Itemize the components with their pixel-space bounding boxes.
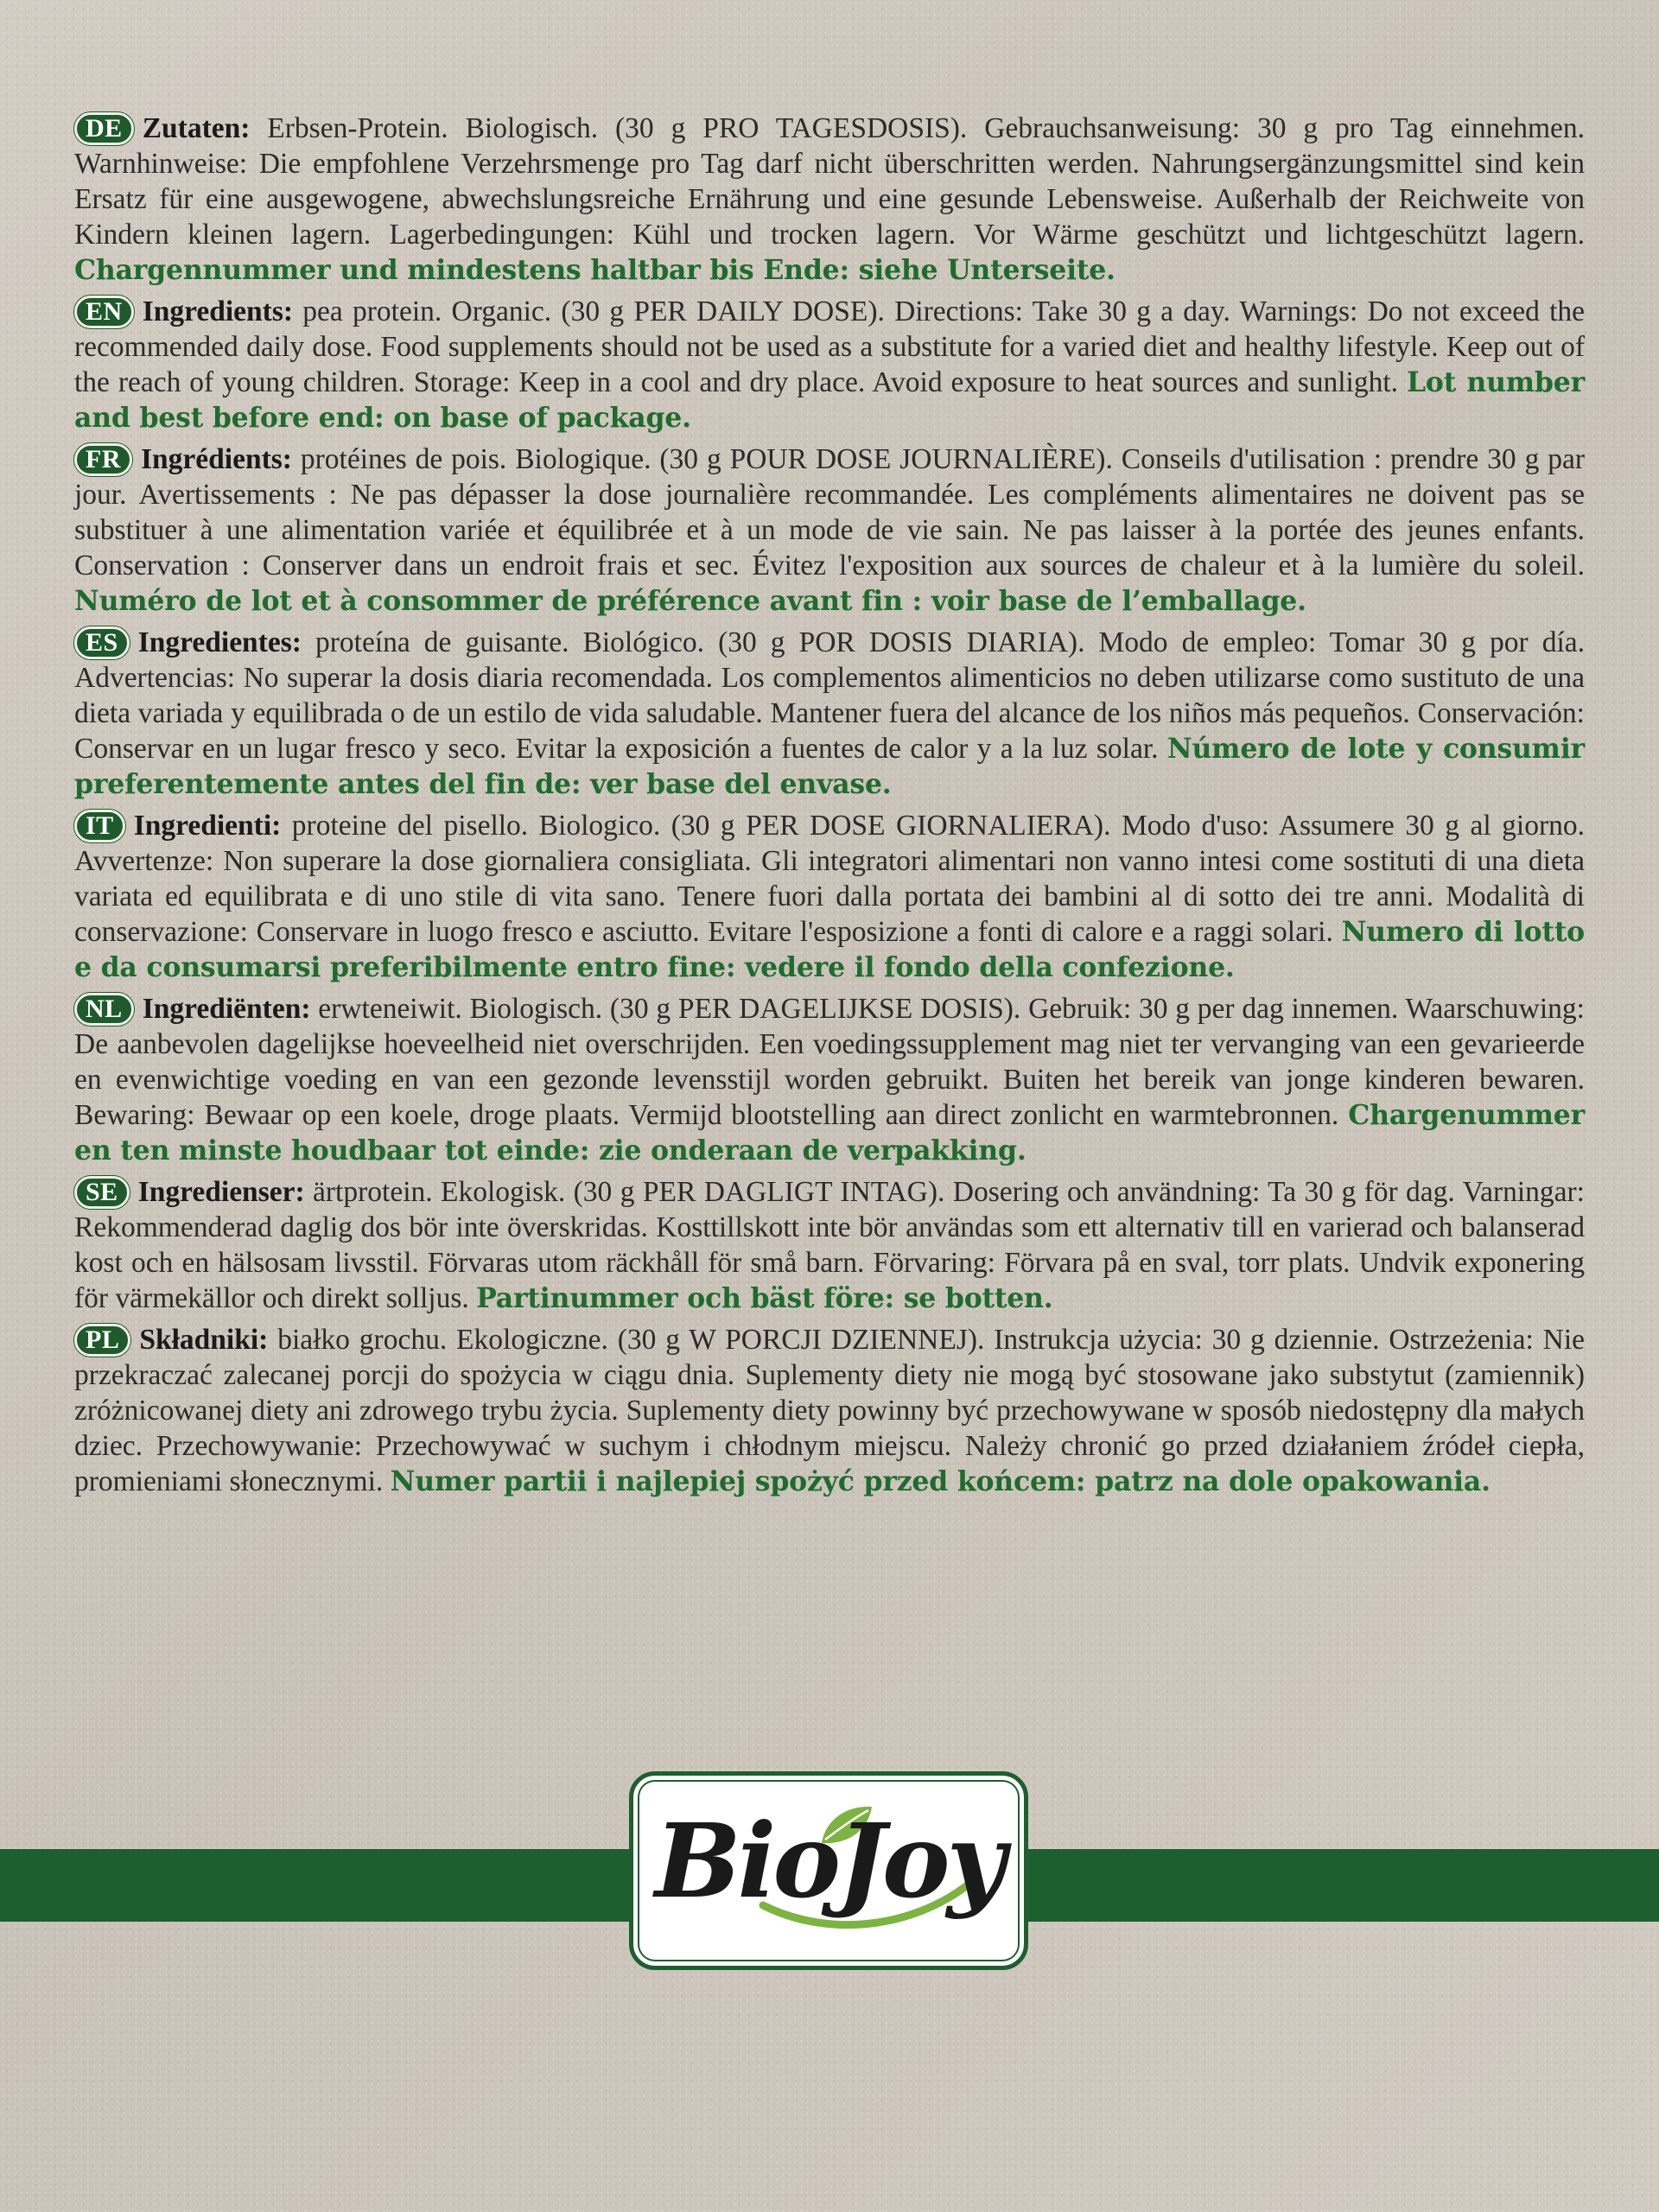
lot-info-nl: Chargenummer en ten minste houdbaar tot einde: zie onderaan de verpakking. bbox=[74, 1099, 1585, 1166]
logo-wordmark: BioJoy bbox=[654, 1801, 1003, 1921]
language-badge-fr: FR bbox=[74, 443, 132, 476]
lot-info-es: Número de lote y consumir preferentemente antes del fin de: ver base del envase. bbox=[74, 733, 1585, 800]
section-fr bbox=[74, 442, 1585, 619]
section-label-en: Ingredients: bbox=[142, 296, 294, 327]
lot-info-de: Chargennummer und mindestens haltbar bis Ende: siehe Unterseite. bbox=[74, 254, 1116, 286]
language-badge-es: ES bbox=[74, 626, 130, 659]
language-badge-de: DE bbox=[74, 112, 134, 145]
section-text-fr: protéines de pois. Biologique. (30 g POUR DOSE JOURNALIÈRE). Conseils d'utilisation : prendre 30 g par jour. Avertissements : Ne pas dépasser la dose journalière recommandée. Les compléments alimentaires ne doivent pas se substituer à une alimentation variée et équilibrée et à un mode de vie sain. Ne pas laisser à la portée des jeunes enfants. Conservation : Conserver dans un endroit frais et sec. Évitez l'exposition aux sources de chaleur et à la lumière du soleil. bbox=[74, 443, 1585, 582]
language-badge-nl: NL bbox=[74, 993, 134, 1026]
lot-info-it: Numero di lotto e da consumarsi preferibilmente entro fine: vedere il fondo della confezione. bbox=[74, 916, 1585, 983]
section-label-se: Ingredienser: bbox=[137, 1176, 305, 1208]
lot-info-fr: Numéro de lot et à consommer de préférence avant fin : voir base de l’emballage. bbox=[74, 585, 1306, 617]
section-label-es: Ingredientes: bbox=[137, 626, 302, 658]
language-badge-se: SE bbox=[74, 1176, 130, 1209]
section-label-nl: Ingrediënten: bbox=[142, 993, 311, 1025]
language-badge-pl: PL bbox=[74, 1324, 130, 1357]
section-text-se: ärtprotein. Ekologisk. (30 g PER DAGLIGT INTAG). Dosering och användning: Ta 30 g för dag. Varningar: Rekommenderad daglig dos bör inte överskridas. Kosttillskott inte bör användas som ett alternativ till en varierad och balanserad kost och en hälsosam livsstil. Förvaras utom räckhåll för små barn. Förvaring: Förvara på en sval, torr plats. Undvik exponering för värmekällor och direkt solljus. bbox=[74, 1176, 1585, 1314]
section-es bbox=[74, 625, 1585, 802]
section-en bbox=[74, 294, 1585, 435]
section-de bbox=[74, 111, 1585, 288]
section-text-pl: białko grochu. Ekologiczne. (30 g W PORCJI DZIENNEJ). Instrukcja użycia: 30 g dziennie. Ostrzeżenia: Nie przekraczać zalecanej porcji do spożycia w ciągu dnia. Suplementy diety nie mogą być stosowane jako substytut (zamiennik) zróżnicowanej diety ani zdrowego trybu życia. Suplementy diety powinny być przechowywane w sposób niedostępny dla małych dziec. Przechowywanie: Przechowywać w suchym i chłodnym miejscu. Należy chronić go przed działaniem źródeł ciepła, promieniami słonecznymi. bbox=[74, 1324, 1585, 1497]
section-text-it: proteine del pisello. Biologico. (30 g PER DOSE GIORNALIERA). Modo d'uso: Assumere 30 g al giorno. Avvertenze: Non superare la dose giornaliera consigliata. Gli integratori alimentari non vanno intesi come sostituti di una dieta variata ed equilibrata e di uno stile di vita sano. Tenere fuori dalla portata dei bambini al di sotto dei tre anni. Modalità di conservazione: Conservare in luogo fresco e asciutto. Evitare l'esposizione a fonti di calore e a raggi solari. bbox=[74, 810, 1585, 948]
section-label-fr: Ingrédients: bbox=[141, 443, 292, 475]
biojoy-logo bbox=[629, 1771, 1028, 1970]
lot-info-pl: Numer partii i najlepiej spożyć przed końcem: patrz na dole opakowania. bbox=[390, 1465, 1491, 1497]
section-text-de: Erbsen-Protein. Biologisch. (30 g PRO TAGESDOSIS). Gebrauchsanweisung: 30 g pro Tag einnehmen. Warnhinweise: Die empfohlene Verzehrsmenge pro Tag darf nicht überschritten werden. Nahrungsergänzungsmittel sind kein Ersatz für eine ausgewogene, abwechslungsreiche Ernährung und eine gesunde Lebensweise. Außerhalb der Reichweite von Kindern kleinen lagern. Lagerbedingungen: Kühl und trocken lagern. Vor Wärme geschützt und lichtgeschützt lagern. bbox=[74, 112, 1585, 251]
section-se bbox=[74, 1174, 1585, 1316]
language-badge-en: EN bbox=[74, 296, 134, 328]
section-nl bbox=[74, 991, 1585, 1168]
section-label-pl: Składniki: bbox=[139, 1324, 269, 1356]
section-text-en: pea protein. Organic. (30 g PER DAILY DOSE). Directions: Take 30 g a day. Warnings: Do not exceed the recommended daily dose. Food supplements should not be used as a substitute for a varied diet and healthy lifestyle. Keep out of the reach of young children. Storage: Keep in a cool and dry place. Avoid exposure to heat sources and sunlight. bbox=[74, 296, 1585, 398]
section-pl bbox=[74, 1322, 1585, 1499]
section-text-nl: erwteneiwit. Biologisch. (30 g PER DAGELIJKSE DOSIS). Gebruik: 30 g per dag innemen. Waarschuwing: De aanbevolen dagelijkse hoeveelheid niet overschrijden. Een voedingssupplement mag niet ter vervanging van een gevarieerde en evenwichtige voeding en van een gezonde levensstijl worden gebruikt. Buiten het bereik van jonge kinderen bewaren. Bewaring: Bewaar op een koele, droge plaats. Vermijd blootstelling aan direct zonlicht en warmtebronnen. bbox=[74, 993, 1585, 1131]
section-label-de: Zutaten: bbox=[142, 112, 251, 144]
language-badge-it: IT bbox=[74, 810, 125, 842]
section-it bbox=[74, 808, 1585, 985]
label-text-block bbox=[74, 111, 1585, 1505]
lot-info-en: Lot number and best before end: on base of package. bbox=[74, 366, 1585, 434]
lot-info-se: Partinummer och bäst före: se botten. bbox=[476, 1282, 1053, 1314]
section-text-es: proteína de guisante. Biológico. (30 g POR DOSIS DIARIA). Modo de empleo: Tomar 30 g por día. Advertencias: No superar la dosis diaria recomendada. Los complementos alimenticios no deben utilizarse como sustituto de una dieta variada y equilibrada o de un estilo de vida saludable. Mantener fuera del alcance de los niños más pequeños. Conservación: Conservar en un lugar fresco y seco. Evitar la exposición a fuentes de calor y a la luz solar. bbox=[74, 626, 1585, 765]
section-label-it: Ingredienti: bbox=[133, 810, 282, 842]
